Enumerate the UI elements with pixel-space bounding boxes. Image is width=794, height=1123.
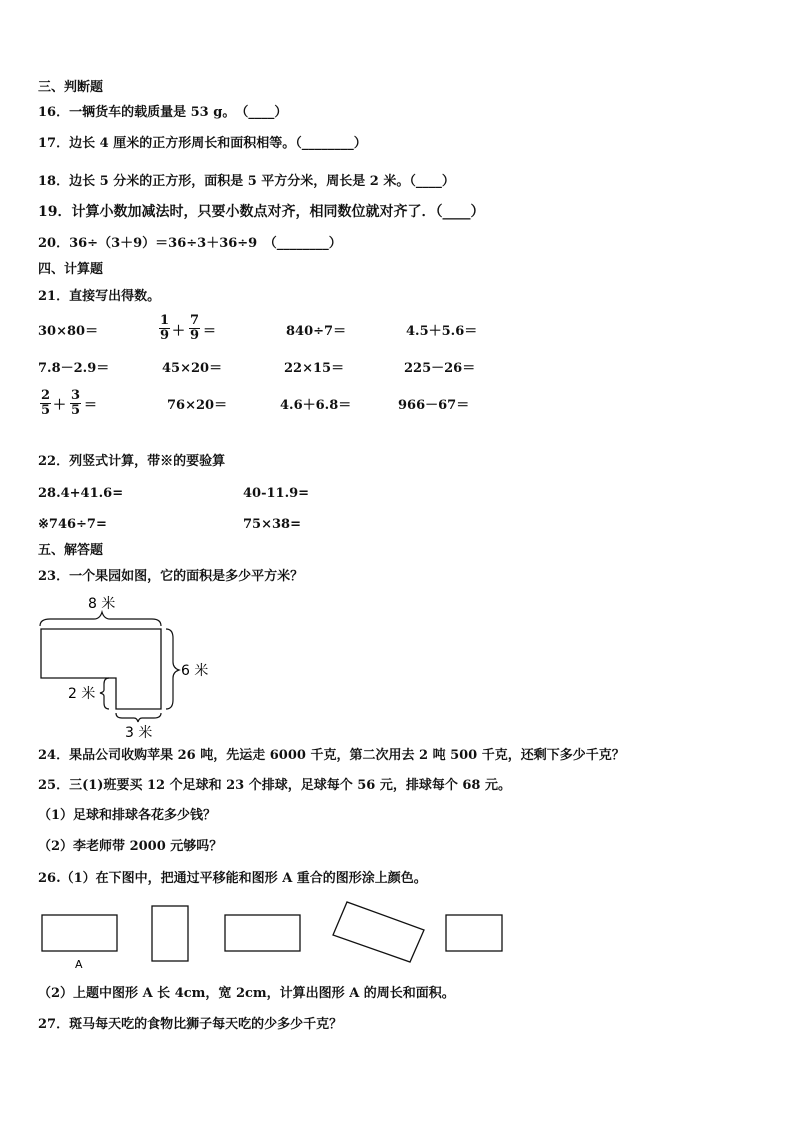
- question-19: 19．计算小数加减法时，只要小数点对齐，相同数位就对齐了．（____）: [38, 204, 485, 220]
- calc-22x15: 22×15＝: [284, 361, 345, 376]
- numerator: 7: [190, 313, 200, 328]
- vertical-calc-4: 75×38=: [243, 517, 301, 532]
- question-25-part-2: （2）李老师带 2000 元够吗？: [38, 839, 223, 854]
- orchard-shape: [41, 629, 161, 709]
- numerator: 2: [41, 388, 51, 403]
- fraction-7-9: [189, 314, 200, 343]
- shape-translated-rect: [225, 915, 300, 951]
- orchard-brace-top: [40, 612, 161, 626]
- question-26: 26.（1）在下图中，把通过平移能和图形 A 重合的图形涂上颜色。: [38, 871, 427, 886]
- plus-sign: ＋: [53, 398, 67, 413]
- label-8m: 8 米: [88, 596, 116, 612]
- calc-966minus67: 966－67＝: [398, 398, 470, 413]
- orchard-brace-left: [100, 678, 109, 709]
- denominator: 9: [160, 328, 170, 343]
- shape-a-label: A: [75, 958, 83, 971]
- fraction-3-5: [70, 389, 81, 418]
- section-5-title: 五、解答题: [38, 543, 104, 558]
- label-6m: 6 米: [181, 663, 209, 679]
- fraction-2-5: [40, 389, 51, 418]
- denominator: 9: [190, 328, 200, 343]
- calc-4.6plus6.8: 4.6＋6.8＝: [280, 398, 352, 413]
- equals-sign: ＝: [84, 398, 98, 413]
- orchard-brace-right: [166, 629, 179, 709]
- denominator: 5: [41, 403, 51, 418]
- vertical-calc-2: 40-11.9=: [243, 486, 310, 501]
- calc-4.5plus5.6: 4.5＋5.6＝: [406, 324, 478, 339]
- question-16: 16．一辆货车的载质量是 53 g。 （____）: [38, 105, 288, 120]
- question-20: 20．36÷（3＋9）＝36÷3＋36÷9 （________）: [38, 236, 342, 251]
- numerator: 3: [71, 388, 81, 403]
- shape-a-rect: [42, 915, 117, 951]
- plus-sign: ＋: [172, 324, 186, 339]
- vertical-calc-1: 28.4+41.6=: [38, 486, 124, 501]
- calc-840div7: 840÷7＝: [286, 324, 347, 339]
- orchard-figure: [30, 592, 230, 742]
- calc-30x80: 30×80＝: [38, 324, 99, 339]
- translation-shapes: [30, 898, 520, 978]
- section-4-title: 四、计算题: [38, 262, 104, 277]
- calc-76x20: 76×20＝: [167, 398, 228, 413]
- fraction-1-9: [159, 314, 170, 343]
- question-18: 18．边长 5 分米的正方形，面积是 5 平方分米，周长是 2 米。（____）: [38, 174, 455, 189]
- question-17: 17．边长 4 厘米的正方形周长和面积相等。（________）: [38, 136, 367, 151]
- calc-45x20: 45×20＝: [162, 361, 223, 376]
- question-26-part-2: （2）上题中图形 A 长 4cm，宽 2cm，计算出图形 A 的周长和面积。: [38, 986, 455, 1001]
- label-2m: 2 米: [68, 686, 96, 702]
- question-25-part-1: （1）足球和排球各花多少钱？: [38, 808, 217, 823]
- shape-small-rect: [446, 915, 502, 951]
- calc-7.8minus2.9: 7.8－2.9＝: [38, 361, 110, 376]
- numerator: 1: [160, 313, 170, 328]
- section-3-title: 三、判断题: [38, 80, 104, 95]
- shape-rotated-rect: [333, 902, 424, 962]
- question-27: 27．斑马每天吃的食物比狮子每天吃的少多少千克？: [38, 1017, 343, 1032]
- label-3m: 3 米: [125, 725, 153, 741]
- question-24: 24．果品公司收购苹果 26 吨，先运走 6000 千克，第二次用去 2 吨 500 千克，还剩下多少千克？: [38, 748, 625, 763]
- question-22: 22．列竖式计算，带※的要验算: [38, 454, 226, 469]
- calc-225minus26: 225－26＝: [404, 361, 476, 376]
- orchard-brace-bottom: [116, 713, 161, 722]
- question-23: 23．一个果园如图，它的面积是多少平方米？: [38, 569, 304, 584]
- question-21: 21．直接写出得数。: [38, 289, 161, 304]
- denominator: 5: [71, 403, 81, 418]
- vertical-calc-3: ※746÷7=: [38, 517, 107, 532]
- equals-sign: ＝: [203, 324, 217, 339]
- question-25: 25．三(1)班要买 12 个足球和 23 个排球，足球每个 56 元，排球每个 68 元。: [38, 778, 512, 793]
- shape-vertical-rect: [152, 906, 188, 961]
